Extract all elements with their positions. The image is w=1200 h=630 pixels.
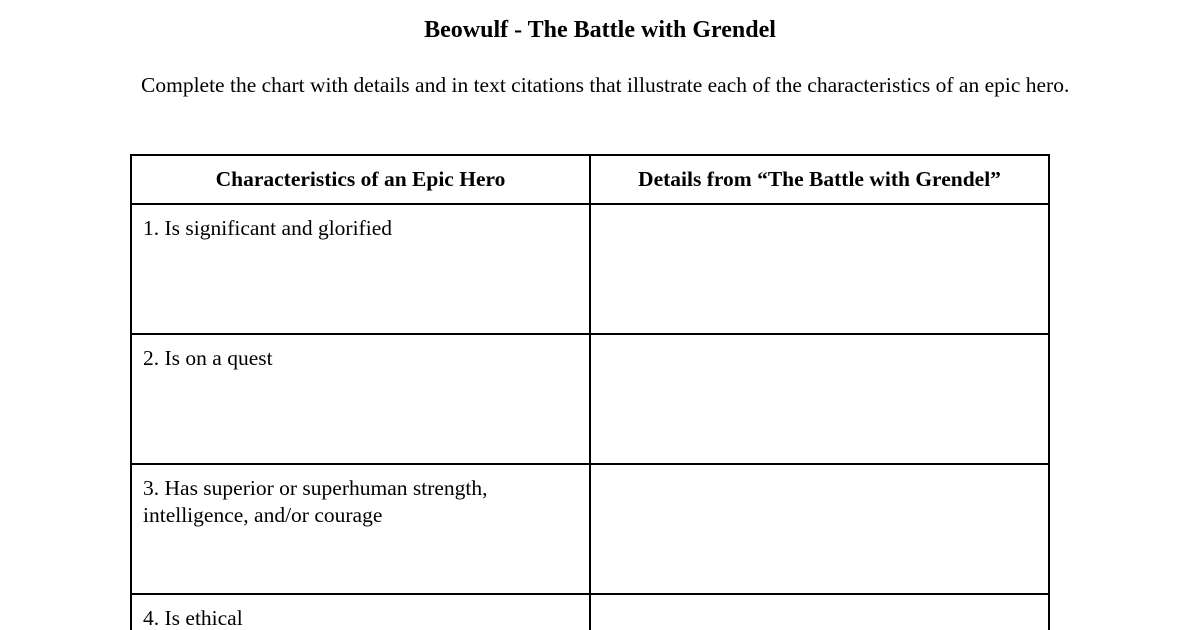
characteristic-text: 3. Has superior or superhuman strength, intelligence, and/or courage (143, 476, 488, 527)
details-cell[interactable] (590, 334, 1049, 464)
details-text (591, 595, 1048, 605)
header-characteristics: Characteristics of an Epic Hero (131, 155, 590, 204)
details-text (591, 335, 1048, 345)
details-text (591, 205, 1048, 215)
document-title: Beowulf - The Battle with Grendel (424, 17, 776, 43)
characteristic-cell (131, 334, 590, 464)
table-row (131, 464, 1049, 594)
instructions-paragraph: Complete the chart with details and in text citations that illustrate each of the characteristics of an epic hero. (141, 73, 1070, 97)
table-row (131, 204, 1049, 334)
characteristic-text: 2. Is on a quest (143, 346, 273, 370)
characteristic-cell (131, 464, 590, 594)
details-cell[interactable] (590, 204, 1049, 334)
details-cell[interactable] (590, 464, 1049, 594)
table-row (131, 594, 1049, 630)
chart-header-row (131, 155, 1049, 204)
characteristic-cell (131, 594, 590, 630)
header-details: Details from “The Battle with Grendel” (590, 155, 1049, 204)
details-cell[interactable] (590, 594, 1049, 630)
characteristic-cell (131, 204, 590, 334)
epic-hero-chart (130, 154, 1050, 630)
characteristic-text: 4. Is ethical (143, 606, 243, 630)
details-text (591, 465, 1048, 475)
table-row (131, 334, 1049, 464)
characteristic-text: 1. Is significant and glorified (143, 216, 392, 240)
